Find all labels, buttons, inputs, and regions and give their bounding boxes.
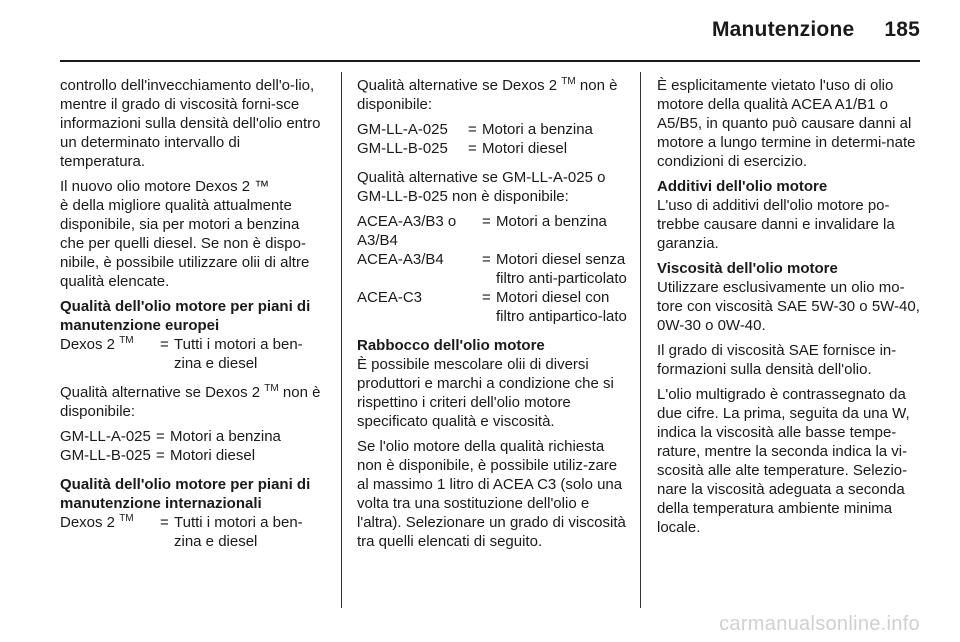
section-title: Manutenzione [711,18,855,41]
spec-list-acea [357,212,627,326]
spec-key: GM-LL-A-025 [60,428,151,445]
spec-row [357,139,627,158]
spec-value: Motori a benzina [482,121,593,138]
paragraph-viscosity-2: Il grado di viscosità SAE fornisce in-formazioni sulla densità dell'olio. [657,342,897,378]
paragraph-topping-2: Se l'olio motore della qualità richiesta non è disponibile, è possibile utiliz-zare al massimo 1 litro di ACEA C3 (solo una volta tra una sostituzione dell'olio e l'altra). Selezionare un grado di viscosità tra quelli elencati di seguito. [357,438,626,550]
column-divider-2 [640,72,641,608]
spec-list-european [60,335,326,373]
page-header [712,18,920,42]
spec-equals: = [468,140,477,157]
paragraph-alternatives-acea: Qualità alternative se GM-LL-A-025 o GM-LL-B-025 non è disponibile: [357,169,606,205]
spec-row [60,513,326,551]
spec-row [60,335,326,373]
column-divider-1 [341,72,342,608]
spec-key: GM-LL-B-025 [357,140,448,157]
spec-row [357,250,627,288]
spec-equals: = [160,514,169,531]
spec-value: Tutti i motori a ben-zina e diesel [174,514,303,550]
paragraph-dexos [60,177,326,291]
spec-value: Tutti i motori a ben-zina e diesel [174,336,303,372]
dexos-text-a: Il nuovo olio motore Dexos 2 ™ [60,178,270,195]
spec-key: ACEA-A3/B4 [357,251,444,268]
paragraph-viscosity-1: Utilizzare esclusivamente un olio mo-tore con viscosità SAE 5W-30 o 5W-40, 0W-30 o 0W-40. [657,279,920,334]
spec-equals: = [468,121,477,138]
spec-row [60,427,326,446]
heading-european-plans: Qualità dell'olio motore per piani di manutenzione europei [60,298,311,334]
column-1 [60,76,326,561]
heading-viscosity: Viscosità dell'olio motore [657,260,838,277]
paragraph-alternatives-2: Qualità alternative se Dexos 2 ™ non è disponibile: [357,76,618,113]
spec-value: Motori a benzina [496,213,607,230]
spec-equals: = [156,447,165,464]
header-rule [60,60,920,62]
spec-key: Dexos 2 ™ [60,335,134,353]
spec-key: ACEA-C3 [357,289,423,306]
paragraph-forbidden: È esplicitamente vietato l'uso di olio motore della qualità ACEA A1/B1 o A5/B5, in quanto può causare danni al motore a lungo termine in determi-nate condizioni di esercizio. [657,77,916,170]
dexos-text-b: è della migliore qualità attualmente disponibile, sia per motori a benzina che per quelli diesel. Se non è dispo-nibile, è possibile utilizzare olii di altre qualità elencate. [60,197,310,290]
spec-row [357,288,627,326]
watermark: carmanualsonline.info [719,613,920,635]
spec-key: Dexos 2 ™ [60,513,134,531]
paragraph-alternatives: Qualità alternative se Dexos 2 ™ non è disponibile: [60,383,321,420]
column-2 [357,76,627,557]
spec-equals: = [160,336,169,353]
paragraph-intro: controllo dell'invecchiamento dell'o-lio, mentre il grado di viscosità forni-sce informazioni sulla densità dell'olio entro un determinato intervallo di temperatura. [60,77,321,170]
spec-value: Motori diesel [170,447,256,464]
spec-equals: = [482,289,491,306]
heading-topping-up: Rabbocco dell'olio motore [357,337,545,354]
spec-value: Motori diesel [482,140,568,157]
spec-key: GM-LL-B-025 [60,447,151,464]
heading-additives: Additivi dell'olio motore [657,178,828,195]
spec-list-alternatives [60,427,326,465]
spec-value: Motori diesel senza filtro anti-particolato [496,251,627,287]
spec-list-international [60,513,326,551]
spec-value: Motori diesel con filtro antipartico-lato [496,289,627,325]
spec-equals: = [482,213,491,230]
spec-equals: = [156,428,165,445]
spec-list-alternatives-2 [357,120,627,158]
spec-equals: = [482,251,491,268]
column-3 [657,76,925,543]
spec-row [357,120,627,139]
spec-row [357,212,627,250]
spec-value: Motori a benzina [170,428,281,445]
spec-key: GM-LL-A-025 [357,121,448,138]
spec-row [60,446,326,465]
paragraph-additives: L'uso di additivi dell'olio motore po-trebbe causare danni e invalidare la garanzia. [657,197,895,252]
spec-key: ACEA-A3/B3 o A3/B4 [357,213,457,249]
page-number: 185 [884,18,920,41]
heading-international-plans: Qualità dell'olio motore per piani di manutenzione internazionali [60,476,311,512]
paragraph-viscosity-3: L'olio multigrado è contrassegnato da due cifre. La prima, seguita da una W, indica la viscosità alle basse tempe-rature, mentre la seconda indica la vi-scosità alle alte temperature. Selezio-nare la viscosità adeguata a seconda della temperatura ambiente minima locale. [657,386,910,536]
paragraph-topping-1: È possibile mescolare olii di diversi produttori e marchi a condizione che si rispettino i criteri dell'olio motore specificato qualità e viscosità. [357,356,614,430]
